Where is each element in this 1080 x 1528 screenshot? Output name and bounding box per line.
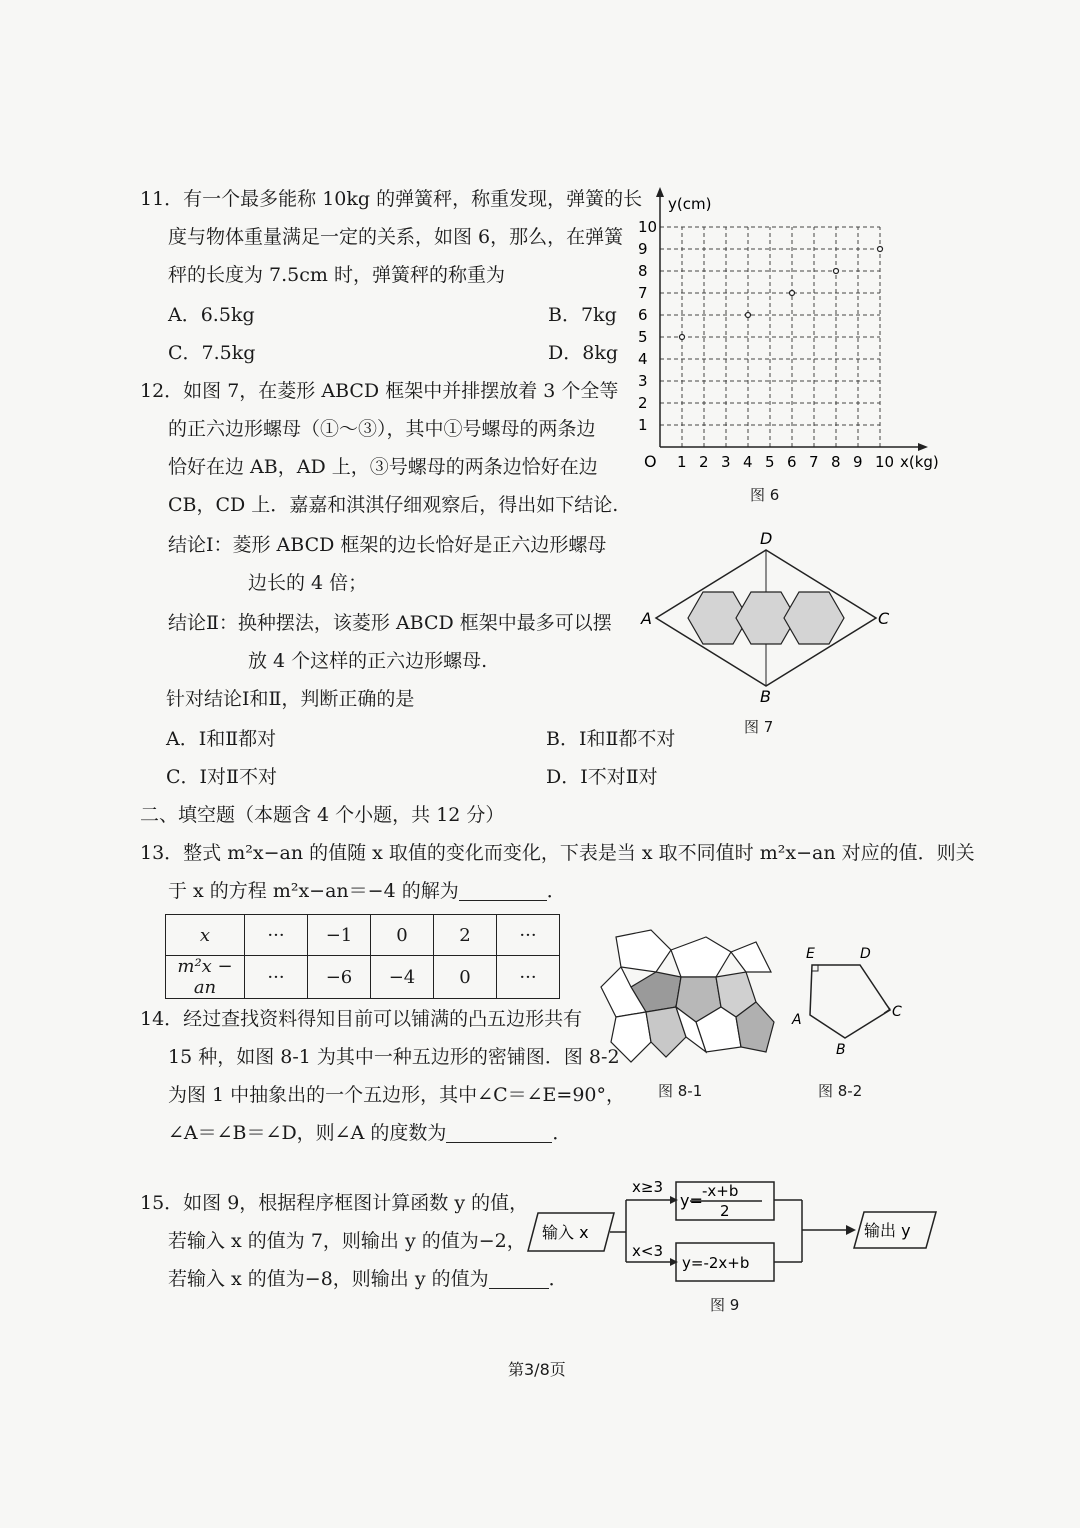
figure-8-1-caption: 图 8-1: [658, 1082, 703, 1100]
x-tick-label: 9: [853, 453, 863, 471]
formula-1-lhs: y=: [680, 1191, 703, 1210]
table-row: [166, 956, 560, 999]
vertex-C: C: [878, 609, 890, 628]
y-tick-label: 4: [638, 350, 648, 368]
table-cell: 2: [434, 915, 497, 956]
y-axis-label: y(cm): [668, 195, 712, 213]
origin-label: O: [644, 452, 657, 471]
x-tick-label: 4: [743, 453, 753, 471]
q12-conclusion2-b: 放 4 个这样的正六边形螺母.: [248, 650, 488, 672]
x-tick-label: 10: [875, 453, 895, 471]
table-cell: ···: [245, 915, 308, 956]
q12-line4: CB，CD 上．嘉嘉和淇淇仔细观察后，得出如下结论.: [168, 494, 619, 516]
formula-1-denominator: 2: [720, 1202, 730, 1220]
q13-line1: 13．整式 m²x−an 的值随 x 取值的变化而变化，下表是当 x 取不同值时 m²x−an 对应的值．则关: [140, 842, 975, 864]
x-tick-label: 8: [831, 453, 841, 471]
q15-line3: 若输入 x 的值为−8，则输出 y 的值为 ．: [168, 1268, 568, 1290]
x-axis-arrow: [918, 443, 928, 451]
data-point: [790, 291, 795, 296]
data-point: [878, 247, 883, 252]
y-axis-arrow: [656, 187, 664, 197]
q12-conclusion2-a: 结论Ⅱ：换种摆法，该菱形 ABCD 框架中最多可以摆: [168, 612, 612, 634]
x-tick-label: 5: [765, 453, 775, 471]
q11-line1: 11．有一个最多能称 10kg 的弹簧秤，称重发现，弹簧的长: [140, 188, 643, 210]
condition-2: x<3: [632, 1242, 663, 1260]
vertex-D: D: [760, 530, 773, 548]
y-tick-label: 7: [638, 284, 648, 302]
x-tick-label: 2: [699, 453, 709, 471]
table-cell: −4: [371, 956, 434, 999]
chart-grid: [660, 227, 880, 447]
table-cell: m²x − an: [166, 956, 245, 999]
q14-line2: 15 种，如图 8-1 为其中一种五边形的密铺图．图 8-2: [168, 1046, 620, 1068]
y-tick-label: 3: [638, 372, 648, 390]
figure-6-caption: 图 6: [750, 486, 780, 504]
table-cell: 0: [434, 956, 497, 999]
q12-line1: 12．如图 7，在菱形 ABCD 框架中并排摆放着 3 个全等: [140, 380, 619, 402]
y-tick-label: 6: [638, 306, 648, 324]
q12-option-a: A．Ⅰ和Ⅱ都对: [166, 728, 277, 750]
table-cell: ···: [245, 956, 308, 999]
output-label: 输出 y: [864, 1221, 911, 1240]
figure-8-2-pentagon: [790, 940, 910, 1060]
x-tick-label: 7: [809, 453, 819, 471]
vertex-E: E: [806, 946, 815, 962]
y-tick-label: 8: [638, 262, 648, 280]
q12-conclusion1-a: 结论Ⅰ：菱形 ABCD 框架的边长恰好是正六边形螺母: [168, 534, 607, 556]
figure-6-chart: [630, 185, 940, 480]
q11-option-c: C．7.5kg: [168, 342, 256, 364]
q14-line3: 为图 1 中抽象出的一个五边形，其中∠C＝∠E=90°，: [168, 1084, 626, 1106]
q12-question: 针对结论Ⅰ和Ⅱ，判断正确的是: [166, 688, 415, 710]
figure-9-flowchart: [524, 1170, 944, 1285]
table-row: [166, 915, 560, 956]
figure-7-rhombus: [636, 530, 896, 705]
figure-9-caption: 图 9: [710, 1296, 740, 1314]
table-cell: 0: [371, 915, 434, 956]
table-cell: ···: [497, 915, 560, 956]
section-2-heading: 二、填空题（本题含 4 个小题，共 12 分）: [140, 804, 505, 826]
q11-option-a: A．6.5kg: [168, 304, 255, 326]
table-cell: x: [166, 915, 245, 956]
x-tick-label: 3: [721, 453, 731, 471]
q12-conclusion1-b: 边长的 4 倍；: [248, 572, 368, 594]
condition-1: x≥3: [632, 1178, 663, 1196]
x-tick-label: 1: [677, 453, 687, 471]
q11-line3: 秤的长度为 7.5cm 时，弹簧秤的称重为: [168, 264, 505, 286]
q14-line1: 14．经过查找资料得知目前可以铺满的凸五边形共有: [140, 1008, 583, 1030]
q15-line1: 15．如图 9，根据程序框图计算函数 y 的值，: [140, 1192, 529, 1214]
q12-option-d: D．Ⅰ不对Ⅱ对: [546, 766, 658, 788]
data-point: [680, 335, 685, 340]
q12-option-b: B．Ⅰ和Ⅱ都不对: [546, 728, 676, 750]
data-point: [746, 313, 751, 318]
q13-value-table: [165, 914, 560, 999]
table-cell: −1: [308, 915, 371, 956]
figure-8-2-caption: 图 8-2: [818, 1082, 863, 1100]
chart-ticks: [638, 218, 894, 471]
table-cell: −6: [308, 956, 371, 999]
q12-line2: 的正六边形螺母（①～③），其中①号螺母的两条边: [168, 418, 596, 440]
data-point: [834, 269, 839, 274]
formula-1-numerator: -x+b: [702, 1182, 739, 1200]
vertex-A: A: [792, 1012, 802, 1028]
vertex-B: B: [836, 1042, 846, 1058]
q14-line4: ∠A＝∠B＝∠D，则∠A 的度数为 ．: [168, 1122, 572, 1144]
y-tick-label: 5: [638, 328, 648, 346]
q12-option-c: C．Ⅰ对Ⅱ不对: [166, 766, 277, 788]
y-tick-label: 10: [638, 218, 658, 236]
y-tick-label: 2: [638, 394, 648, 412]
vertex-D: D: [860, 946, 871, 962]
page-number: 第3/8页: [508, 1360, 566, 1379]
x-tick-label: 6: [787, 453, 797, 471]
formula-2: y=-2x+b: [682, 1254, 750, 1272]
vertex-B: B: [760, 687, 771, 705]
q11-line2: 度与物体重量满足一定的关系，如图 6，那么，在弹簧: [168, 226, 624, 248]
q11-option-d: D．8kg: [548, 342, 618, 364]
hexagon-3: [784, 592, 844, 644]
vertex-C: C: [892, 1004, 902, 1020]
x-axis-label: x(kg): [900, 453, 939, 471]
y-tick-label: 1: [638, 416, 648, 434]
table-cell: ···: [497, 956, 560, 999]
vertex-A: A: [641, 609, 652, 628]
q15-line2: 若输入 x 的值为 7，则输出 y 的值为−2，: [168, 1230, 526, 1252]
q12-line3: 恰好在边 AB，AD 上，③号螺母的两条边恰好在边: [168, 456, 598, 478]
y-tick-label: 9: [638, 240, 648, 258]
q13-line2: 于 x 的方程 m²x−an＝−4 的解为 ．: [168, 880, 566, 902]
figure-8-1-tiling: [596, 922, 776, 1072]
input-label: 输入 x: [542, 1223, 589, 1242]
figure-7-caption: 图 7: [744, 718, 774, 736]
q11-option-b: B．7kg: [548, 304, 617, 326]
